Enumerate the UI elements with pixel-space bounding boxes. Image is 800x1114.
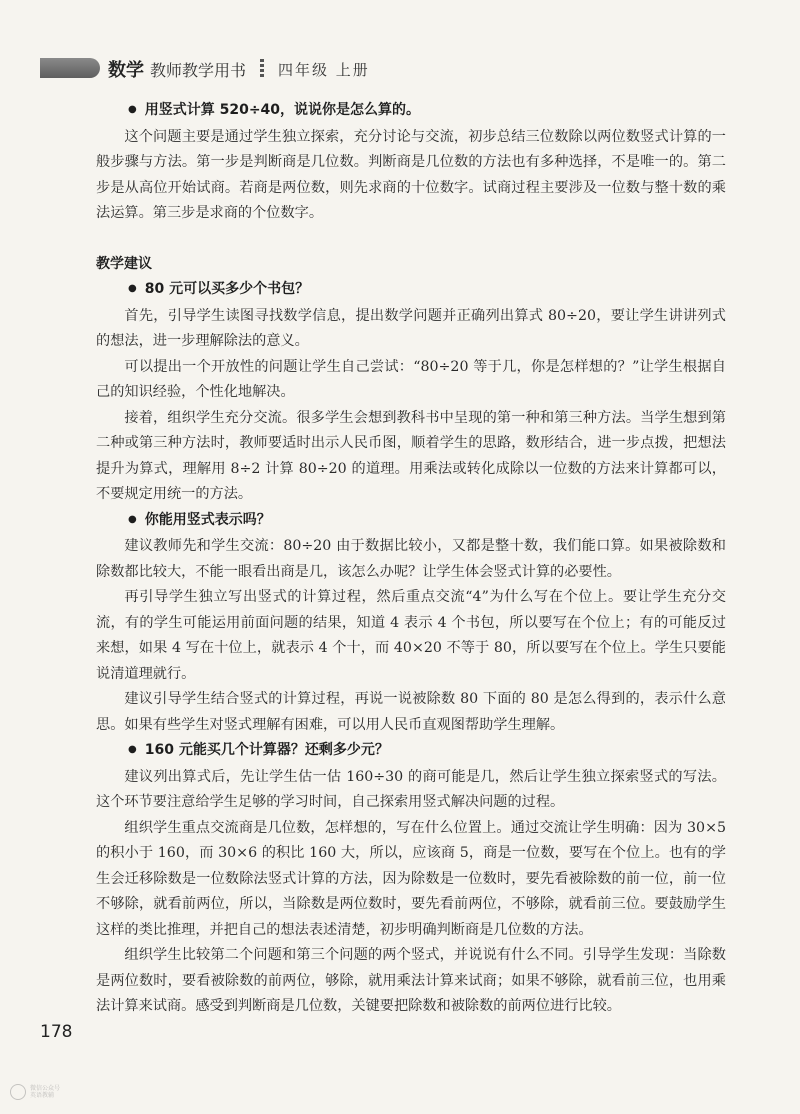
watermark-text: 微信公众号 英语教辅 [30,1085,61,1099]
paragraph: 再引导学生独立写出竖式的计算过程，然后重点交流“4”为什么写在个位上。要让学生充分交流，有的学生可能运用前面问题的结果，知道 4 表示 4 个书包，所以要写在个位上；有的可能反过来想，如果 4 写在十位上，就表示 4 个十，而 40×20 不等于 80，所以要写在个位上。学生只要能说清道理就行。 [96,589,726,682]
paragraph: 首先，引导学生读图寻找数学信息，提出数学问题并正确列出算式 80÷20，要让学生讲讲列式的想法，进一步理解除法的意义。 [96,307,726,349]
header-subject: 数学 [108,60,144,81]
paragraph: 这个问题主要是通过学生独立探索，充分讨论与交流，初步总结三位数除以两位数竖式计算的一般步骤与方法。第一步是判断商是几位数。判断商是几位数的方法也有多种选择，不是唯一的。第二步是从高位开始试商。若商是两位数，则先求商的十位数字。试商过程主要涉及一位数与整十数的乘法运算。第三步是求商的个位数字。 [96,128,726,221]
watermark [10,1084,60,1100]
paragraph: 建议列出算式后，先让学生估一估 160÷30 的商可能是几，然后让学生独立探索竖式的写法。这个环节要注意给学生足够的学习时间，自己探索用竖式解决问题的过程。 [96,768,726,810]
running-header [108,56,370,82]
header-divider [260,59,264,79]
section-title-teaching-suggestions: 教学建议 [96,255,152,272]
paragraph: 建议引导学生结合竖式的计算过程，再说一说被除数 80 下面的 80 是怎么得到的，表示什么意思。如果有些学生对竖式理解有困难，可以用人民币直观图帮助学生理解。 [96,691,726,733]
header-tab-decoration [40,58,100,78]
page-number: 178 [40,1022,73,1042]
paragraph: 接着，组织学生充分交流。很多学生会想到教科书中呈现的第一种和第三种方法。当学生想到第二种或第三种方法时，教师要适时出示人民币图，顺着学生的思路，数形结合，进一步点拨，把想法提升为算式，理解用 8÷2 计算 80÷20 的道理。用乘法或转化成除以一位数的方法来计算都可以，不要规定用统一的方法。 [96,409,726,502]
bullet-heading-520-40: ● 用竖式计算 520÷40，说说你是怎么算的。 [128,98,726,125]
paragraph: 组织学生重点交流商是几位数，怎样想的，写在什么位置上。通过交流让学生明确：因为 30×5 的积小于 160，而 30×6 的积比 160 大，所以，应该商 5，商是一位数，要写在个位上。也有的学生会迁移除数是一位数除法竖式计算的方法，因为除数是一位数时，要先看被除数的前一位，前一位不够除，就看前两位，所以，当除数是两位数时，要先看前两位，不够除，就看前三位。要鼓励学生这样的类比推理，并把自己的想法表述清楚，初步明确判断商是几位数的方法。 [96,819,726,938]
page-body [96,98,726,1020]
header-grade: 四年级 上册 [278,60,370,79]
bullet-heading-160-yuan: ● 160 元能买几个计算器？还剩多少元？ [128,738,726,765]
paragraph: 可以提出一个开放性的问题让学生自己尝试：“80÷20 等于几，你是怎样想的？”让学生根据自己的知识经验，个性化地解决。 [96,358,726,400]
watermark-logo-icon [10,1084,26,1100]
header-book-title: 教师教学用书 [150,60,247,80]
paragraph: 组织学生比较第二个问题和第三个问题的两个竖式，并说说有什么不同。引导学生发现：当除数是两位数时，要看被除数的前两位，够除，就用乘法计算来试商；如果不够除，就看前三位，也用乘法计算来试商。感受到判断商是几位数，关键要把除数和被除数的前两位进行比较。 [96,947,726,1014]
bullet-heading-vertical-form: ● 你能用竖式表示吗？ [128,508,726,535]
bullet-heading-80-yuan: ● 80 元可以买多少个书包？ [128,277,726,304]
paragraph: 建议教师先和学生交流：80÷20 由于数据比较小，又都是整十数，我们能口算。如果被除数和除数都比较大，不能一眼看出商是几，该怎么办呢？让学生体会竖式计算的必要性。 [96,538,726,580]
